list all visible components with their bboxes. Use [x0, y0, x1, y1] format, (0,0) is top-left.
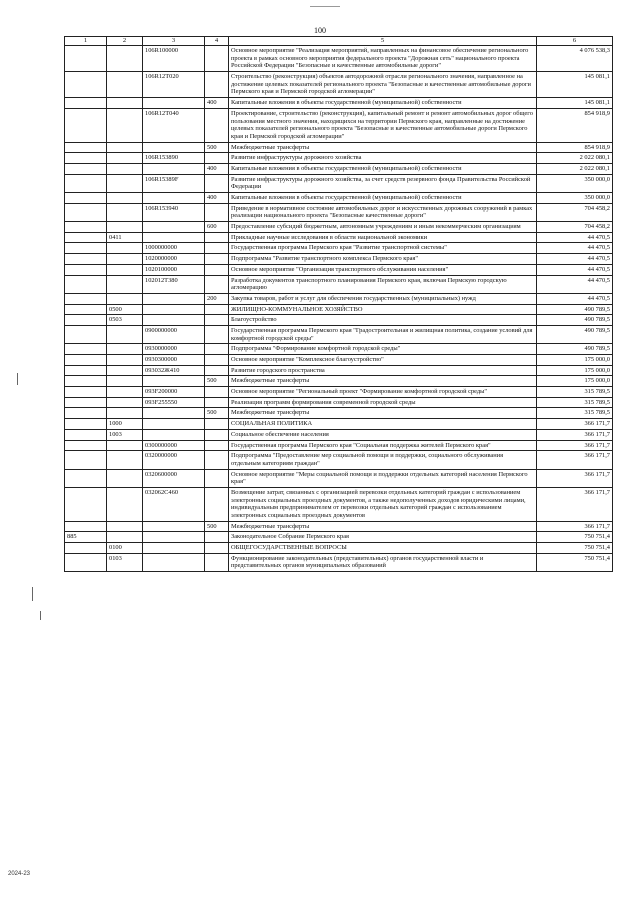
amount-cell: 44 470,5: [537, 254, 613, 265]
table-row: [65, 264, 613, 275]
table-row: [65, 355, 613, 366]
table-row: [65, 275, 613, 293]
target-article-cell: 1000000000: [143, 243, 205, 254]
description-cell: Проектирование, строительство (реконструкция), капитальный ремонт и ремонт автомобильных дорог общего пользования местного значения, находящихся на территории Пермского края, направленные на достижение целевых показателей регионального проекта "Безопасные и качественные автомобильные дороги Пермского края и Пермской городской агломерации": [229, 108, 537, 142]
ministry-code-cell: [65, 543, 107, 554]
description-cell: Основное мероприятие "Меры социальной помощи и поддержки отдельных категорий населения Пермского края": [229, 469, 537, 487]
amount-cell: 350 000,0: [537, 174, 613, 192]
section-code-cell: 0103: [107, 553, 143, 571]
section-code-cell: [107, 469, 143, 487]
amount-cell: 750 751,4: [537, 553, 613, 571]
expense-type-cell: [205, 264, 229, 275]
expense-type-cell: [205, 153, 229, 164]
expense-type-cell: [205, 387, 229, 398]
description-cell: Возмещение затрат, связанных с организацией перевозки отдельных категорий граждан с использованием электронных социальных проездных документов, а также недополученных доходов юридическими лицами, индивидуальным предпринимателем от перевозки отдельных категорий граждан с использованием электронных социальных проездных документов: [229, 487, 537, 521]
description-cell: Благоустройство: [229, 315, 537, 326]
expense-type-cell: [205, 532, 229, 543]
amount-cell: 44 470,5: [537, 275, 613, 293]
expense-type-cell: 400: [205, 193, 229, 204]
description-cell: Подпрограмма "Предоставление мер социальной помощи и поддержки, социального обслуживания отдельным категориям граждан": [229, 451, 537, 469]
section-code-cell: [107, 46, 143, 72]
ministry-code-cell: 885: [65, 532, 107, 543]
section-code-cell: [107, 387, 143, 398]
section-code-cell: [107, 275, 143, 293]
table-row: [65, 397, 613, 408]
target-article-cell: [143, 193, 205, 204]
expense-type-cell: [205, 487, 229, 521]
section-code-cell: 1003: [107, 429, 143, 440]
table-row: [65, 203, 613, 221]
ministry-code-cell: [65, 487, 107, 521]
description-cell: Капитальные вложения в объекты государственной (муниципальной) собственности: [229, 98, 537, 109]
description-cell: ОБЩЕГОСУДАРСТВЕННЫЕ ВОПРОСЫ: [229, 543, 537, 554]
description-cell: Государственная программа Пермского края "Развитие транспортной системы": [229, 243, 537, 254]
amount-cell: 175 000,0: [537, 355, 613, 366]
target-article-cell: 1020000000: [143, 254, 205, 265]
target-article-cell: [143, 532, 205, 543]
amount-cell: 44 470,5: [537, 264, 613, 275]
target-article-cell: 093F255550: [143, 397, 205, 408]
target-article-cell: [143, 222, 205, 233]
description-cell: Развитие городского пространства: [229, 365, 537, 376]
expense-type-cell: [205, 304, 229, 315]
description-cell: Развитие инфраструктуры дорожного хозяйства, за счет средств резервного фонда Правительства Российской Федерации: [229, 174, 537, 192]
expense-type-cell: [205, 232, 229, 243]
description-cell: Межбюджетные трансферты: [229, 521, 537, 532]
footer-code: 2024-23: [8, 871, 31, 877]
header-cell-2: 2: [107, 37, 143, 46]
table-body: [65, 37, 613, 572]
amount-cell: 490 789,5: [537, 304, 613, 315]
amount-cell: 854 918,9: [537, 108, 613, 142]
description-cell: Законодательное Собрание Пермского края: [229, 532, 537, 543]
description-cell: Развитие инфраструктуры дорожного хозяйства: [229, 153, 537, 164]
expense-type-cell: [205, 72, 229, 98]
expense-type-cell: [205, 397, 229, 408]
table-row: [65, 408, 613, 419]
table-row: [65, 72, 613, 98]
description-cell: Основное мероприятие "Организация транспортного обслуживания населения": [229, 264, 537, 275]
amount-cell: 366 171,7: [537, 451, 613, 469]
table-row: [65, 487, 613, 521]
header-cell-1: 1: [65, 37, 107, 46]
amount-cell: 366 171,7: [537, 429, 613, 440]
ministry-code-cell: [65, 365, 107, 376]
table-row: [65, 243, 613, 254]
section-code-cell: [107, 98, 143, 109]
margin-mark: [40, 611, 41, 620]
target-article-cell: [143, 553, 205, 571]
ministry-code-cell: [65, 376, 107, 387]
amount-cell: 366 171,7: [537, 521, 613, 532]
ministry-code-cell: [65, 108, 107, 142]
amount-cell: 315 789,5: [537, 387, 613, 398]
expense-type-cell: 500: [205, 408, 229, 419]
table-row: [65, 232, 613, 243]
section-code-cell: [107, 451, 143, 469]
target-article-cell: 106R153890: [143, 153, 205, 164]
expense-type-cell: 500: [205, 521, 229, 532]
description-cell: Реализация программ формирования современной городской среды: [229, 397, 537, 408]
section-code-cell: [107, 193, 143, 204]
amount-cell: 366 171,7: [537, 469, 613, 487]
target-article-cell: 1020100000: [143, 264, 205, 275]
section-code-cell: [107, 344, 143, 355]
expense-type-cell: 400: [205, 163, 229, 174]
ministry-code-cell: [65, 72, 107, 98]
ministry-code-cell: [65, 203, 107, 221]
table-row: [65, 315, 613, 326]
table-row: [65, 142, 613, 153]
target-article-cell: 093032Ж410: [143, 365, 205, 376]
expense-type-cell: 400: [205, 98, 229, 109]
table-row: [65, 344, 613, 355]
section-code-cell: 0500: [107, 304, 143, 315]
amount-cell: 366 171,7: [537, 487, 613, 521]
amount-cell: 315 789,5: [537, 397, 613, 408]
ministry-code-cell: [65, 408, 107, 419]
top-scan-mark: [310, 6, 340, 7]
section-code-cell: 0503: [107, 315, 143, 326]
amount-cell: 44 470,5: [537, 232, 613, 243]
amount-cell: 2 022 080,1: [537, 153, 613, 164]
section-code-cell: 0100: [107, 543, 143, 554]
ministry-code-cell: [65, 98, 107, 109]
expense-type-cell: [205, 355, 229, 366]
ministry-code-cell: [65, 521, 107, 532]
table-row: [65, 222, 613, 233]
description-cell: Межбюджетные трансферты: [229, 376, 537, 387]
target-article-cell: [143, 408, 205, 419]
target-article-cell: 106R15389F: [143, 174, 205, 192]
target-article-cell: 0930300000: [143, 355, 205, 366]
ministry-code-cell: [65, 222, 107, 233]
margin-mark: [17, 373, 18, 385]
section-code-cell: [107, 397, 143, 408]
table-row: [65, 153, 613, 164]
description-cell: Основное мероприятие "Региональный проект "Формирование комфортной городской среды": [229, 387, 537, 398]
section-code-cell: [107, 408, 143, 419]
ministry-code-cell: [65, 142, 107, 153]
ministry-code-cell: [65, 275, 107, 293]
ministry-code-cell: [65, 163, 107, 174]
expense-type-cell: [205, 440, 229, 451]
target-article-cell: [143, 142, 205, 153]
amount-cell: 4 076 538,3: [537, 46, 613, 72]
description-cell: Межбюджетные трансферты: [229, 408, 537, 419]
section-code-cell: [107, 153, 143, 164]
budget-table: [64, 36, 613, 572]
target-article-cell: [143, 376, 205, 387]
ministry-code-cell: [65, 440, 107, 451]
ministry-code-cell: [65, 469, 107, 487]
table-row: [65, 553, 613, 571]
expense-type-cell: 200: [205, 293, 229, 304]
table-row: [65, 98, 613, 109]
target-article-cell: [143, 98, 205, 109]
expense-type-cell: [205, 469, 229, 487]
table-row: [65, 429, 613, 440]
expense-type-cell: [205, 365, 229, 376]
ministry-code-cell: [65, 344, 107, 355]
expense-type-cell: 500: [205, 376, 229, 387]
ministry-code-cell: [65, 153, 107, 164]
table-row: [65, 387, 613, 398]
table-row: [65, 325, 613, 343]
expense-type-cell: [205, 429, 229, 440]
ministry-code-cell: [65, 174, 107, 192]
description-cell: Капитальные вложения в объекты государственной (муниципальной) собственности: [229, 163, 537, 174]
ministry-code-cell: [65, 325, 107, 343]
section-code-cell: [107, 174, 143, 192]
expense-type-cell: [205, 451, 229, 469]
description-cell: Государственная программа Пермского края "Градостроительная и жилищная политика, создание условий для комфортной городской среды": [229, 325, 537, 343]
ministry-code-cell: [65, 243, 107, 254]
description-cell: Капитальные вложения в объекты государственной (муниципальной) собственности: [229, 193, 537, 204]
amount-cell: 366 171,7: [537, 419, 613, 430]
section-code-cell: [107, 365, 143, 376]
ministry-code-cell: [65, 451, 107, 469]
table-row: [65, 469, 613, 487]
table-row: [65, 365, 613, 376]
target-article-cell: 106R12T020: [143, 72, 205, 98]
header-cell-4: 4: [205, 37, 229, 46]
table-row: [65, 174, 613, 192]
margin-mark: [32, 587, 33, 601]
table-row: [65, 543, 613, 554]
target-article-cell: 0300000000: [143, 440, 205, 451]
header-row: [65, 37, 613, 46]
table-row: [65, 254, 613, 265]
table-row: [65, 440, 613, 451]
expense-type-cell: [205, 344, 229, 355]
target-article-cell: [143, 315, 205, 326]
target-article-cell: 106R153940: [143, 203, 205, 221]
ministry-code-cell: [65, 46, 107, 72]
expense-type-cell: [205, 203, 229, 221]
description-cell: СОЦИАЛЬНАЯ ПОЛИТИКА: [229, 419, 537, 430]
target-article-cell: 0900000000: [143, 325, 205, 343]
target-article-cell: [143, 232, 205, 243]
ministry-code-cell: [65, 232, 107, 243]
expense-type-cell: 500: [205, 142, 229, 153]
section-code-cell: [107, 376, 143, 387]
table-row: [65, 376, 613, 387]
section-code-cell: [107, 355, 143, 366]
expense-type-cell: [205, 419, 229, 430]
table-row: [65, 193, 613, 204]
table-row: [65, 46, 613, 72]
expense-type-cell: [205, 108, 229, 142]
description-cell: ЖИЛИЩНО-КОММУНАЛЬНОЕ ХОЗЯЙСТВО: [229, 304, 537, 315]
expense-type-cell: [205, 254, 229, 265]
expense-type-cell: 600: [205, 222, 229, 233]
ministry-code-cell: [65, 304, 107, 315]
section-code-cell: [107, 243, 143, 254]
target-article-cell: [143, 293, 205, 304]
expense-type-cell: [205, 315, 229, 326]
amount-cell: 44 470,5: [537, 243, 613, 254]
expense-type-cell: [205, 325, 229, 343]
amount-cell: 175 000,0: [537, 376, 613, 387]
expense-type-cell: [205, 553, 229, 571]
table-row: [65, 532, 613, 543]
ministry-code-cell: [65, 397, 107, 408]
description-cell: Разработка документов транспортного планирования Пермского края, включая Пермскую городскую агломерацию: [229, 275, 537, 293]
description-cell: Приведение в нормативное состояние автомобильных дорог и искусственных дорожных сооружений в рамках реализации национального проекта "Безопасные качественные дороги": [229, 203, 537, 221]
amount-cell: 315 789,5: [537, 408, 613, 419]
ministry-code-cell: [65, 264, 107, 275]
ministry-code-cell: [65, 193, 107, 204]
ministry-code-cell: [65, 419, 107, 430]
description-cell: Функционирование законодательных (представительных) органов государственной власти и представительных органов муниципальных образований: [229, 553, 537, 571]
target-article-cell: [143, 543, 205, 554]
target-article-cell: [143, 163, 205, 174]
amount-cell: 490 789,5: [537, 344, 613, 355]
amount-cell: 366 171,7: [537, 440, 613, 451]
ministry-code-cell: [65, 355, 107, 366]
header-cell-6: 6: [537, 37, 613, 46]
section-code-cell: [107, 222, 143, 233]
ministry-code-cell: [65, 315, 107, 326]
target-article-cell: [143, 521, 205, 532]
table-row: [65, 451, 613, 469]
ministry-code-cell: [65, 254, 107, 265]
target-article-cell: 0930000000: [143, 344, 205, 355]
description-cell: Основное мероприятие "Комплексное благоустройство": [229, 355, 537, 366]
amount-cell: 490 789,5: [537, 325, 613, 343]
target-article-cell: [143, 304, 205, 315]
amount-cell: 750 751,4: [537, 543, 613, 554]
expense-type-cell: [205, 243, 229, 254]
section-code-cell: 1000: [107, 419, 143, 430]
target-article-cell: 0320600000: [143, 469, 205, 487]
target-article-cell: 0320000000: [143, 451, 205, 469]
amount-cell: 750 751,4: [537, 532, 613, 543]
page-number: 100: [314, 26, 326, 35]
header-cell-5: 5: [229, 37, 537, 46]
description-cell: Социальное обеспечение населения: [229, 429, 537, 440]
section-code-cell: [107, 142, 143, 153]
ministry-code-cell: [65, 553, 107, 571]
description-cell: Подпрограмма "Формирование комфортной городской среды": [229, 344, 537, 355]
target-article-cell: [143, 429, 205, 440]
amount-cell: 490 789,5: [537, 315, 613, 326]
amount-cell: 175 000,0: [537, 365, 613, 376]
section-code-cell: [107, 72, 143, 98]
section-code-cell: [107, 203, 143, 221]
description-cell: Государственная программа Пермского края "Социальная поддержка жителей Пермского края": [229, 440, 537, 451]
expense-type-cell: [205, 46, 229, 72]
amount-cell: 350 000,0: [537, 193, 613, 204]
expense-type-cell: [205, 543, 229, 554]
table-row: [65, 163, 613, 174]
amount-cell: 704 458,2: [537, 203, 613, 221]
description-cell: Прикладные научные исследования в области национальной экономики: [229, 232, 537, 243]
section-code-cell: [107, 254, 143, 265]
section-code-cell: [107, 440, 143, 451]
target-article-cell: 032062С460: [143, 487, 205, 521]
section-code-cell: [107, 163, 143, 174]
target-article-cell: 102012T380: [143, 275, 205, 293]
description-cell: Закупка товаров, работ и услуг для обеспечения государственных (муниципальных) нужд: [229, 293, 537, 304]
table-row: [65, 304, 613, 315]
amount-cell: 704 458,2: [537, 222, 613, 233]
ministry-code-cell: [65, 429, 107, 440]
ministry-code-cell: [65, 387, 107, 398]
section-code-cell: [107, 108, 143, 142]
table-row: [65, 293, 613, 304]
section-code-cell: [107, 293, 143, 304]
section-code-cell: 0411: [107, 232, 143, 243]
section-code-cell: [107, 521, 143, 532]
description-cell: Предоставление субсидий бюджетным, автономным учреждениям и иным некоммерческим организациям: [229, 222, 537, 233]
description-cell: Основное мероприятие "Реализация мероприятий, направленных на финансовое обеспечение регионального проекта в рамках основного мероприятия федерального проекта "Дорожная сеть" национального проекта Российской Федерации "Безопасные и качественные автомобильные дороги": [229, 46, 537, 72]
ministry-code-cell: [65, 293, 107, 304]
amount-cell: 854 918,9: [537, 142, 613, 153]
table-row: [65, 108, 613, 142]
target-article-cell: [143, 419, 205, 430]
description-cell: Подпрограмма "Развитие транспортного комплекса Пермского края": [229, 254, 537, 265]
section-code-cell: [107, 532, 143, 543]
target-article-cell: 093F200000: [143, 387, 205, 398]
section-code-cell: [107, 264, 143, 275]
target-article-cell: 106R12T040: [143, 108, 205, 142]
header-cell-3: 3: [143, 37, 205, 46]
description-cell: Строительство (реконструкция) объектов автодорожной отрасли регионального значения, направленное на достижение целевых показателей регионального проекта "Безопасные и качественные автомобильные дороги Пермского края и Пермской городской агломерации": [229, 72, 537, 98]
table-row: [65, 419, 613, 430]
amount-cell: 145 081,1: [537, 98, 613, 109]
section-code-cell: [107, 487, 143, 521]
table-row: [65, 521, 613, 532]
expense-type-cell: [205, 275, 229, 293]
description-cell: Межбюджетные трансферты: [229, 142, 537, 153]
amount-cell: 2 022 080,1: [537, 163, 613, 174]
target-article-cell: 106R100000: [143, 46, 205, 72]
amount-cell: 44 470,5: [537, 293, 613, 304]
section-code-cell: [107, 325, 143, 343]
expense-type-cell: [205, 174, 229, 192]
amount-cell: 145 081,1: [537, 72, 613, 98]
